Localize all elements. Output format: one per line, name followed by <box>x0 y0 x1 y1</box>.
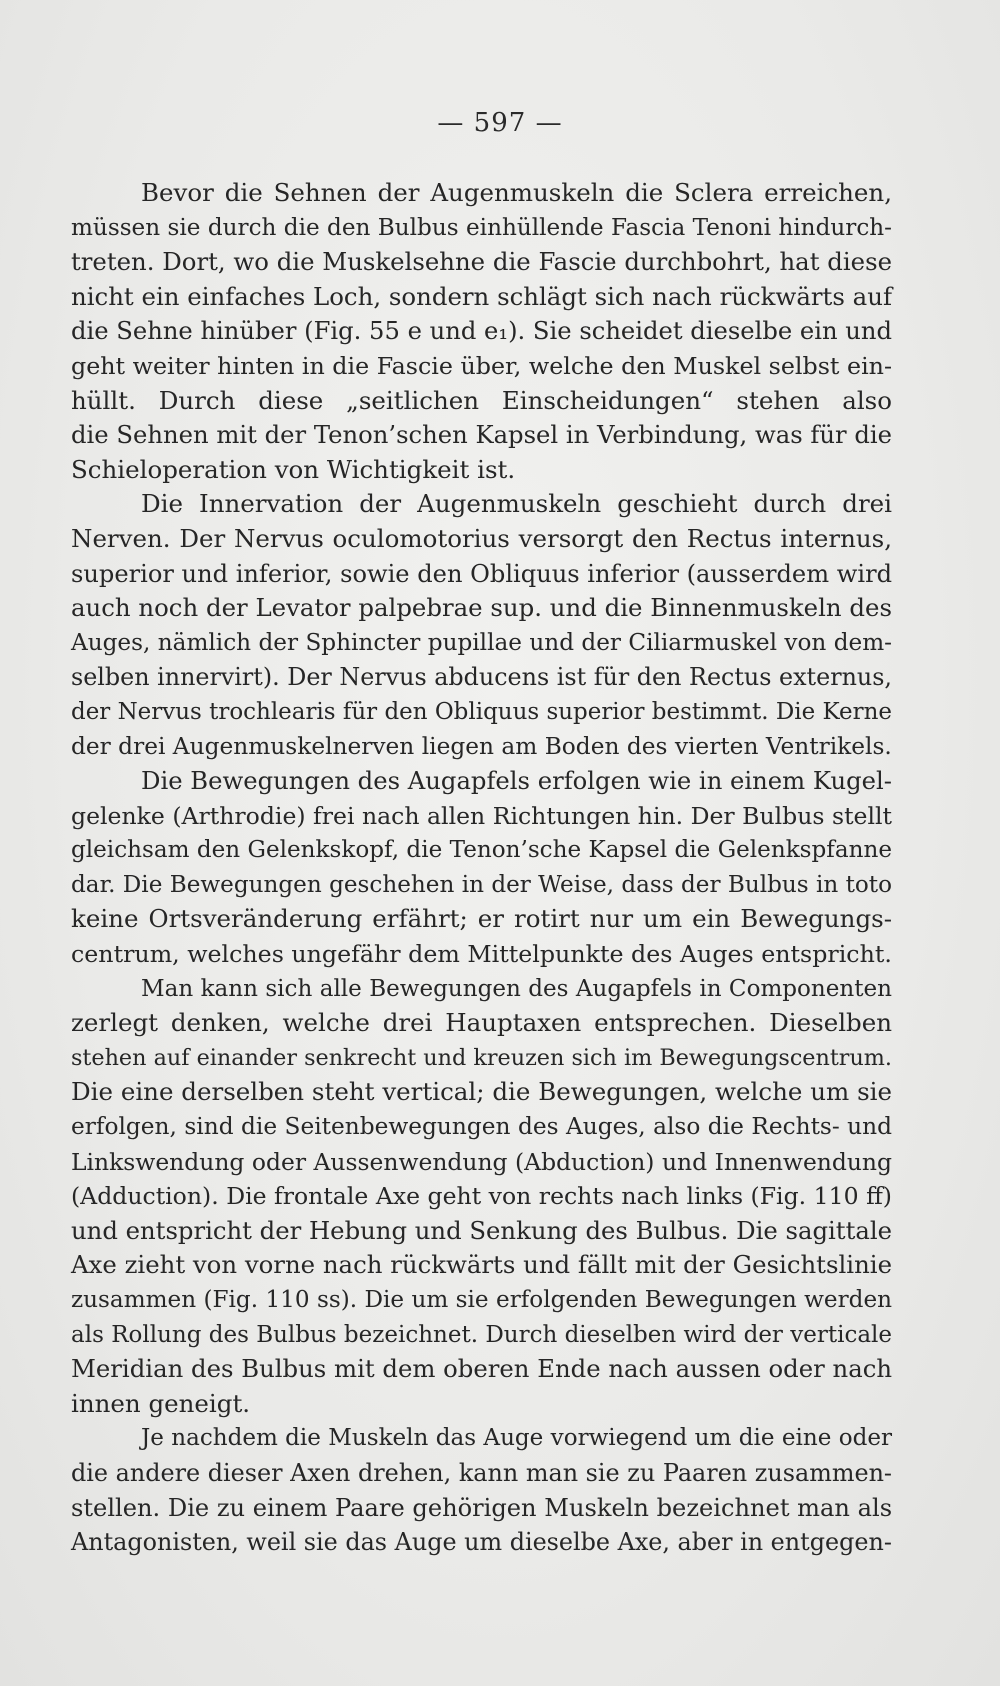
text-line: die andere dieser Axen drehen, kann man sie zu Paaren zusammen- <box>71 1458 892 1487</box>
text-line: selben innervirt). Der Nervus abducens ist für den Rectus externus, <box>71 663 892 692</box>
text-line: Bevor die Sehnen der Augenmuskeln die Sclera erreichen, <box>141 178 892 207</box>
paragraph <box>71 972 892 1422</box>
text-line: keine Ortsveränderung erfährt; er rotirt nur um ein Bewegungs- <box>71 904 892 934</box>
paragraph <box>71 1421 892 1559</box>
text-line: als Rollung des Bulbus bezeichnet. Durch dieselben wird der verticale <box>71 1321 892 1348</box>
text-line: auch noch der Levator palpebrae sup. und die Binnenmuskeln des <box>71 593 892 623</box>
text-line: geht weiter hinten in die Fascie über, welche den Muskel selbst ein- <box>71 351 892 380</box>
text-line: Die eine derselben steht vertical; die Bewegungen, welche um sie <box>71 1077 892 1107</box>
text-line: und entspricht der Hebung und Senkung des Bulbus. Die sagittale <box>71 1215 892 1245</box>
text-line: Linkswendung oder Aussenwendung (Abduction) und Innenwendung <box>71 1147 892 1176</box>
text-line: Nerven. Der Nervus oculomotorius versorgt den Rectus internus, <box>71 523 892 553</box>
text-line: Je nachdem die Muskeln das Auge vorwiegend um die eine oder <box>141 1425 892 1452</box>
text-line: superior und inferior, sowie den Obliquus inferior (ausserdem wird <box>71 559 893 588</box>
text-line: gelenke (Arthrodie) frei nach allen Richtungen hin. Der Bulbus stellt <box>71 801 892 830</box>
paragraph <box>71 487 892 764</box>
text-line: dar. Die Bewegungen geschehen in der Weise, dass der Bulbus in toto <box>71 871 893 898</box>
text-line: Die Innervation der Augenmuskeln geschieht durch drei <box>141 489 892 519</box>
text-line: zusammen (Fig. 110 ss). Die um sie erfolgenden Bewegungen werden <box>71 1287 892 1313</box>
text-line: Axe zieht von vorne nach rückwärts und fällt mit der Gesichtslinie <box>71 1250 892 1280</box>
text-line: Meridian des Bulbus mit dem oberen Ende nach aussen oder nach <box>71 1354 892 1384</box>
text-line: Man kann sich alle Bewegungen des Augapfels in Componenten <box>141 975 892 1002</box>
text-line: innen geneigt. <box>71 1388 251 1418</box>
text-line: centrum, welches ungefähr dem Mittelpunkte des Auges entspricht. <box>71 940 892 969</box>
text-line: (Adduction). Die frontale Axe geht von rechts nach links (Fig. 110 ff) <box>71 1182 892 1211</box>
text-line: müssen sie durch die den Bulbus einhüllende Fascia Tenoni hindurch- <box>71 214 892 241</box>
text-line: stellen. Die zu einem Paare gehörigen Muskeln bezeichnet man als <box>71 1493 893 1522</box>
text-line: nicht ein einfaches Loch, sondern schlägt sich nach rückwärts auf <box>71 281 892 311</box>
text-line: zerlegt denken, welche drei Hauptaxen entsprechen. Dieselben <box>71 1008 892 1038</box>
text-line: Auges, nämlich der Sphincter pupillae und der Ciliarmuskel von dem- <box>71 629 892 656</box>
text-line: gleichsam den Gelenkskopf, die Tenon’sche Kapsel die Gelenkspfanne <box>71 837 892 864</box>
body-text <box>71 176 892 1560</box>
text-line: treten. Dort, wo die Muskelsehne die Fascie durchbohrt, hat diese <box>71 247 892 277</box>
text-line: der Nervus trochlearis für den Obliquus superior bestimmt. Die Kerne <box>71 698 892 725</box>
text-line: der drei Augenmuskelnerven liegen am Boden des vierten Ventrikels. <box>71 732 892 760</box>
text-line: Schieloperation von Wichtigkeit ist. <box>71 454 516 484</box>
text-line: erfolgen, sind die Seitenbewegungen des Auges, also die Rechts- und <box>71 1113 892 1141</box>
text-line: Antagonisten, weil sie das Auge um dieselbe Axe, aber in entgegen- <box>71 1528 892 1557</box>
text-line: stehen auf einander senkrecht und kreuzen sich im Bewegungscentrum. <box>71 1044 892 1071</box>
text-line: die Sehne hinüber (Fig. 55 e und e₁). Sie scheidet dieselbe ein und <box>71 317 892 346</box>
paragraph <box>71 764 892 972</box>
text-line: hüllt. Durch diese „seitlichen Einscheidungen“ stehen also <box>71 385 892 415</box>
page-number: — 597 — <box>437 108 563 138</box>
text-line: Die Bewegungen des Augapfels erfolgen wie in einem Kugel- <box>141 766 892 796</box>
paragraph <box>71 176 892 487</box>
text-line: die Sehnen mit der Tenon’schen Kapsel in Verbindung, was für die <box>71 420 892 450</box>
